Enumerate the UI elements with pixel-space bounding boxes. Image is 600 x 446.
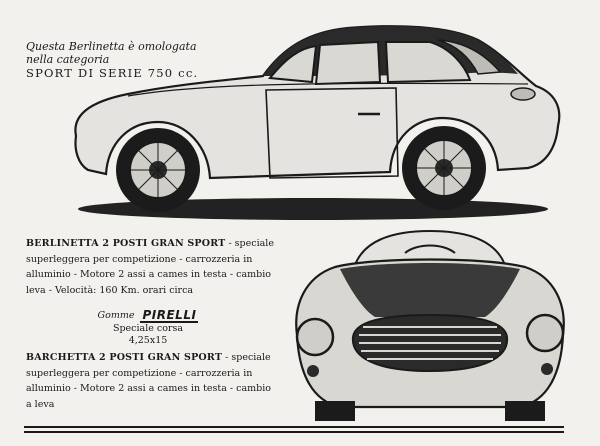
homologation-category: SPORT DI SERIE 750 cc. <box>26 66 199 80</box>
foglight-left <box>307 365 319 377</box>
bonnet <box>340 263 520 317</box>
tyre-info <box>88 309 208 347</box>
rule-2 <box>24 431 564 433</box>
bottom-rules <box>24 426 564 436</box>
front-wheel <box>116 128 200 212</box>
berlinetta-description <box>26 236 276 298</box>
barchetta-description <box>26 350 276 412</box>
barchetta-front-illustration-icon <box>285 225 575 425</box>
barchetta-text: - speciale superleggera per competizione - carrozzeria in alluminio - Motore 2 assi a cames in testa - cambio a leva <box>26 352 271 410</box>
headlight-left <box>297 319 333 355</box>
tyre-brand-row <box>88 309 208 323</box>
tyre-right <box>505 401 545 421</box>
homologation-line-1: Questa Berlinetta è omologata <box>26 40 197 53</box>
berlinetta-title: BERLINETTA 2 POSTI GRAN SPORT <box>26 238 226 249</box>
pirelli-logo: PIRELLI <box>142 308 197 322</box>
barchetta-title: BARCHETTA 2 POSTI GRAN SPORT <box>26 352 223 363</box>
rule-1 <box>24 426 564 428</box>
berlinetta-text: - speciale superleggera per competizione - carrozzeria in alluminio - Motore 2 assi a cames in testa - cambio leva - Velocità: 160 Km. orari circa <box>26 238 274 296</box>
homologation-line-2: nella categoria <box>26 53 110 66</box>
tyre-left <box>315 401 355 421</box>
tyre-size: 4,25x15 <box>128 335 168 346</box>
side-window-front <box>316 42 380 84</box>
headlight-right <box>527 315 563 351</box>
tyre-label: Gomme <box>97 310 135 321</box>
rear-wheel <box>402 126 486 210</box>
tyre-type: Speciale corsa <box>112 323 184 334</box>
headlight-side <box>511 88 535 100</box>
foglight-right <box>541 363 553 375</box>
berlinetta-side-illustration-icon <box>58 18 578 228</box>
